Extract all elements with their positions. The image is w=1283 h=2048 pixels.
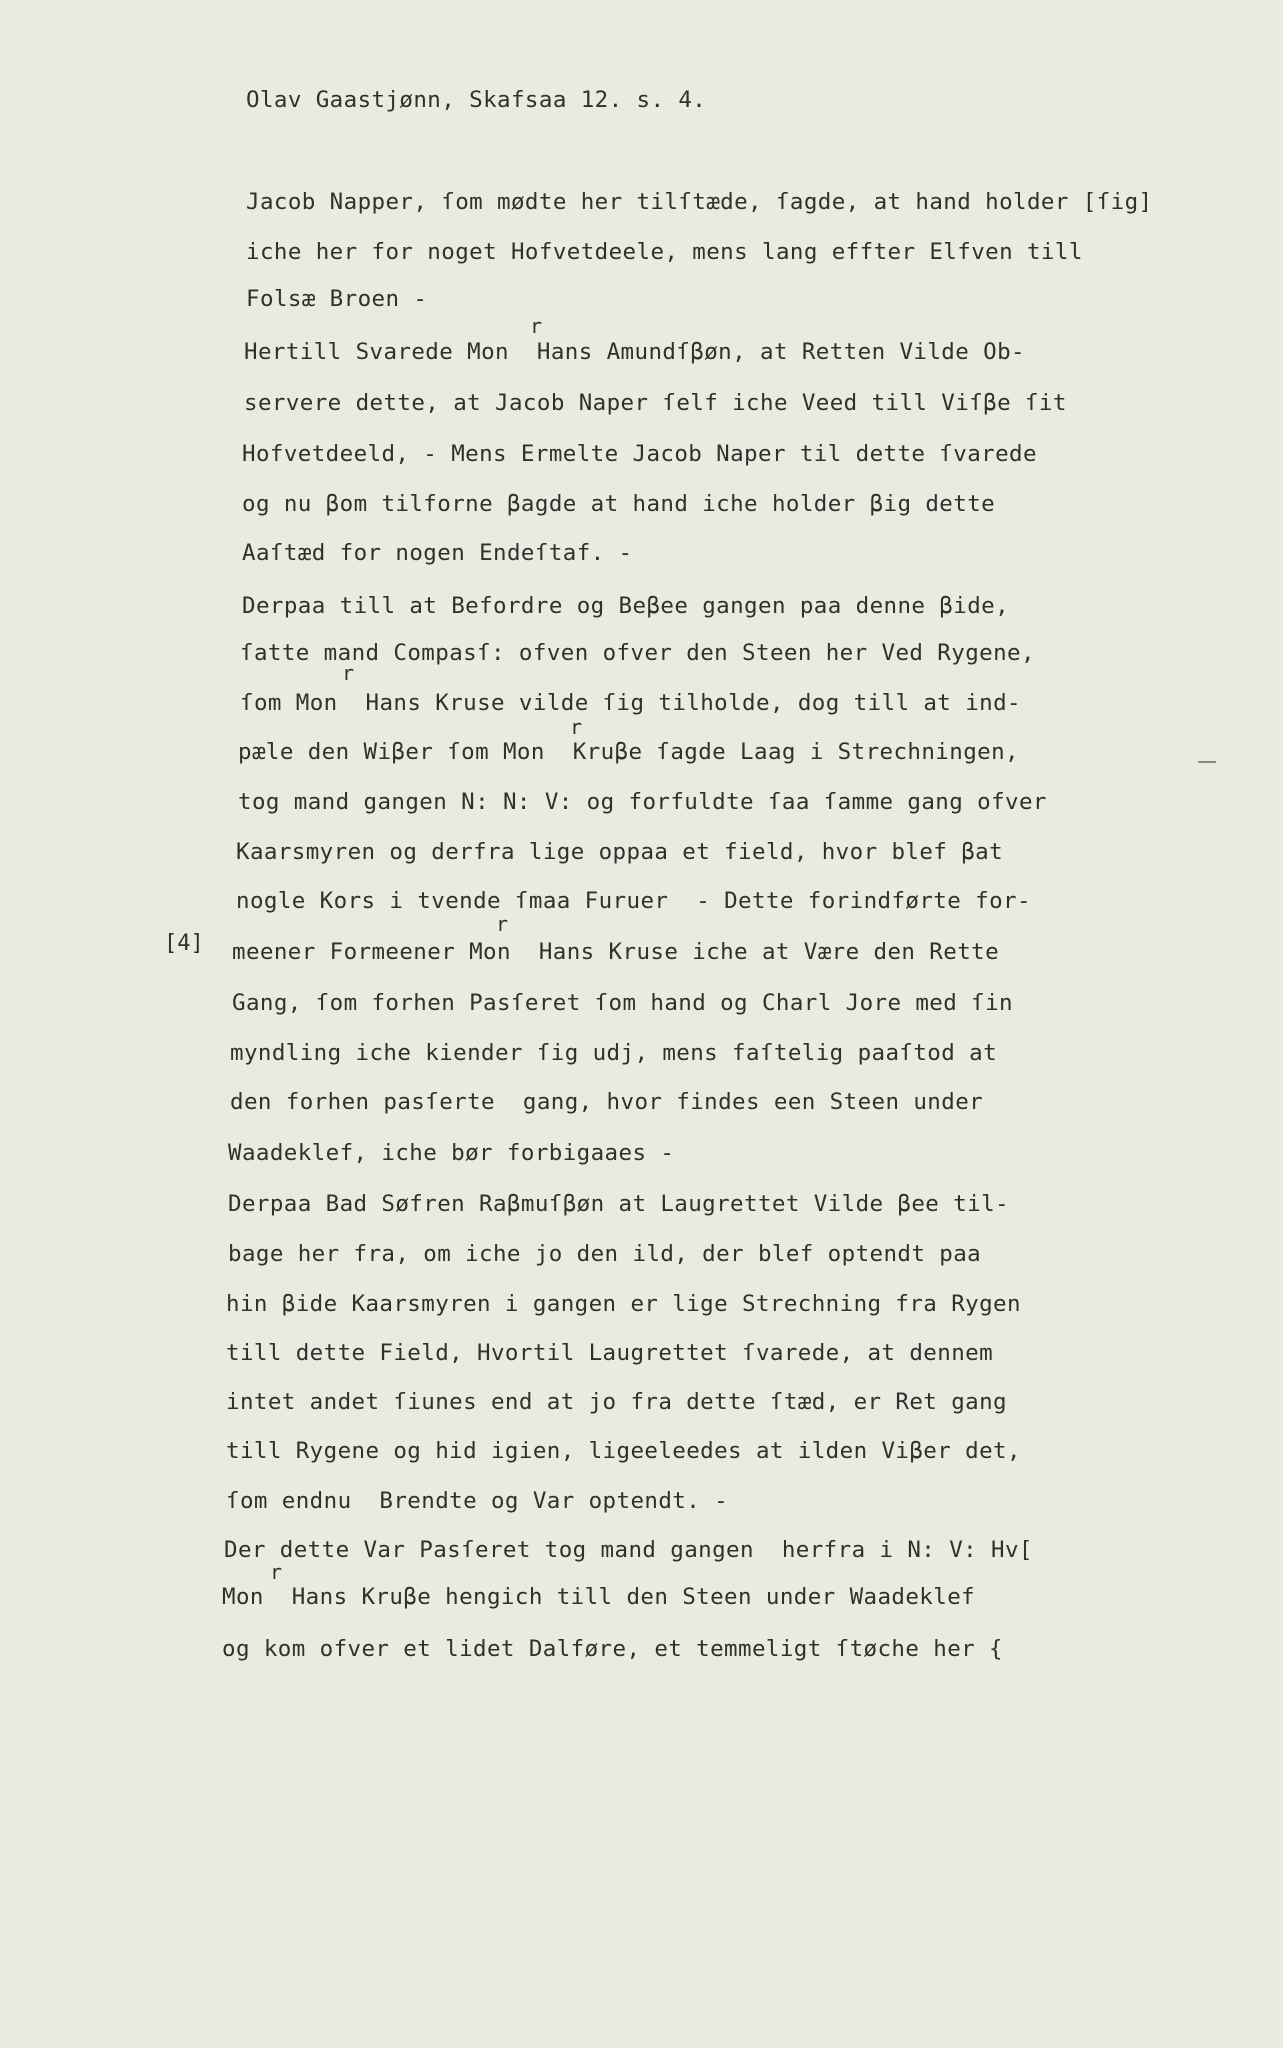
text-line: Aaſtæd for nogen Endeſtaf. - — [242, 540, 633, 566]
text-line: Mon Hans Kruβe hengich till den Steen under Waadeklef — [222, 1584, 976, 1610]
margin-page-note: [4] — [164, 931, 204, 956]
text-line: og kom ofver et lidet Dalføre, et temmeligt ſtøche her { — [222, 1636, 1003, 1662]
text-line: den forhen pasſerte gang, hvor findes een Steen under — [230, 1089, 984, 1115]
superscript-r: r — [570, 715, 583, 739]
text-line: till dette Field, Hvortil Laugrettet ſvarede, at dennem — [226, 1340, 994, 1366]
text-line: Kaarsmyren og derfra lige oppaa et field, hvor blef βat — [236, 839, 1004, 865]
text-line: hin βide Kaarsmyren i gangen er lige Strechning fra Rygen — [226, 1291, 1021, 1317]
text-line: Hertill Svarede Mon Hans Amundſβøn, at Retten Vilde Ob- — [244, 339, 1025, 365]
text-line: Hofvetdeeld, - Mens Ermelte Jacob Naper til dette ſvarede — [242, 441, 1037, 467]
margin-dash-mark — [1198, 761, 1216, 763]
text-line: till Rygene og hid igien, ligeeleedes at ilden Viβer det, — [226, 1438, 1021, 1464]
text-line: meener Formeener Mon Hans Kruse iche at Være den Rette — [232, 939, 1000, 965]
text-line: intet andet ſiunes end at jo fra dette ſtæd, er Ret gang — [226, 1389, 1007, 1415]
text-line: Derpaa Bad Søfren Raβmuſβøn at Laugrettet Vilde βee til- — [228, 1191, 1009, 1217]
text-line: Waadeklef, iche bør forbigaaes - — [228, 1140, 675, 1166]
text-line: nogle Kors i tvende ſmaa Furuer - Dette forindførte for- — [236, 888, 1031, 914]
text-line: Gang, ſom forhen Pasſeret ſom hand og Charl Jore med ſin — [232, 990, 1013, 1016]
text-line: bage her fra, om iche jo den ild, der blef optendt paa — [228, 1241, 982, 1267]
superscript-r: r — [496, 912, 509, 936]
text-line: servere dette, at Jacob Naper ſelf iche Veed till Viſβe ſit — [244, 390, 1067, 416]
text-line: ſom Mon Hans Kruse vilde ſig tilholde, dog till at ind- — [240, 690, 1021, 716]
text-line: Der dette Var Pasſeret tog mand gangen herfra i N: V: Hv[ — [224, 1537, 1033, 1563]
text-line: og nu βom tilforne βagde at hand iche holder βig dette — [242, 491, 996, 517]
superscript-r: r — [342, 661, 355, 685]
text-line: tog mand gangen N: N: V: og forfuldte ſaa ſamme gang ofver — [238, 789, 1047, 815]
text-line: pæle den Wiβer ſom Mon Kruβe ſagde Laag i Strechningen, — [238, 739, 1019, 765]
text-line: myndling iche kiender ſig udj, mens faſtelig paaſtod at — [230, 1040, 998, 1066]
text-line: Folsæ Broen - — [246, 286, 428, 312]
text-line: ſom endnu Brendte og Var optendt. - — [226, 1488, 729, 1514]
text-line: ſatte mand Compasſ: ofven ofver den Steen her Ved Rygene, — [240, 640, 1035, 666]
superscript-r: r — [530, 314, 543, 338]
text-line: Jacob Napper, ſom mødte her tilſtæde, ſagde, at hand holder [ſig] — [246, 189, 1153, 215]
text-line: iche her for noget Hofvetdeele, mens lang effter Elfven till — [246, 239, 1083, 265]
document-header: Olav Gaastjønn, Skafsaa 12. s. 4. — [246, 87, 707, 113]
text-line: Derpaa till at Befordre og Beβee gangen paa denne βide, — [242, 593, 1010, 619]
superscript-r: r — [270, 1560, 283, 1584]
